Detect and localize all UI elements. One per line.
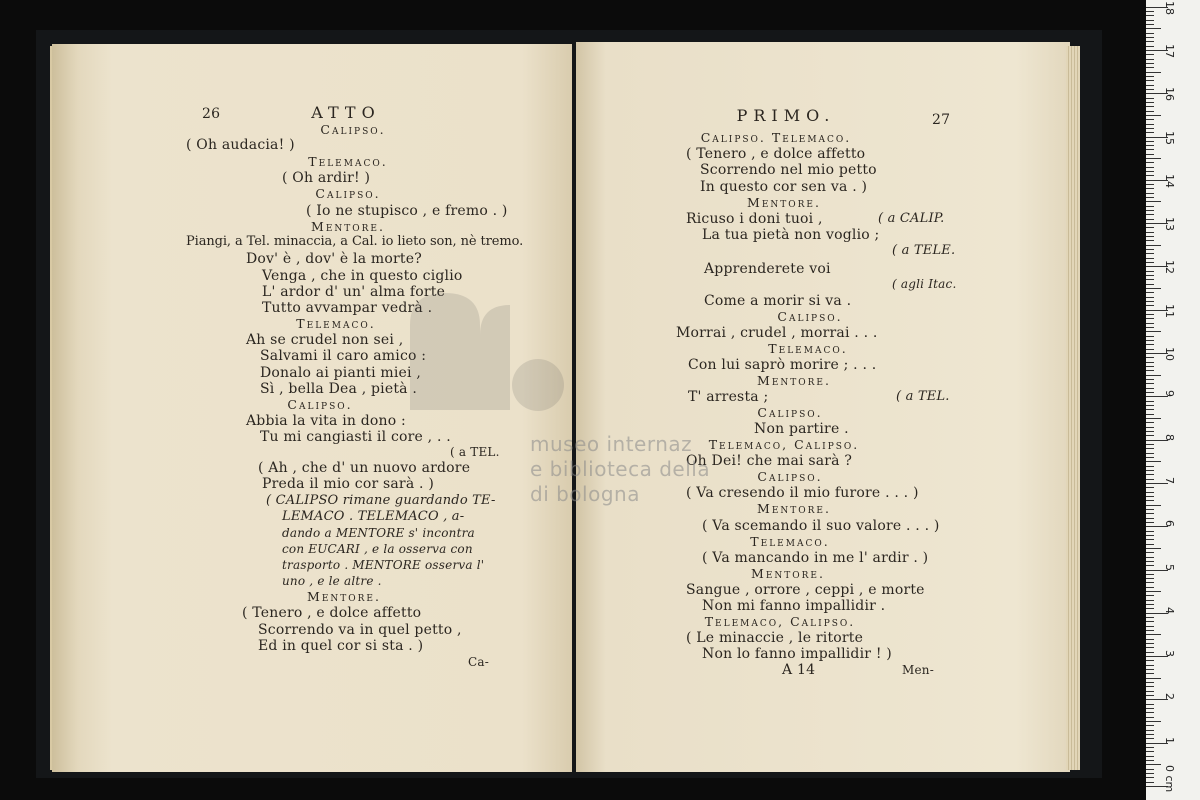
verse-line: Donalo ai pianti miei , (260, 365, 422, 381)
ruler-number: 17 (1163, 43, 1176, 58)
speaker: Telemaco, Calipso. (708, 437, 860, 452)
page-number-left: 26 (202, 106, 221, 122)
ruler-tick (1146, 418, 1161, 419)
ruler-unit-label: 0 cm (1163, 765, 1176, 793)
ruler-number: 14 (1163, 173, 1176, 188)
verse-line: Dov' è , dov' è la morte? (246, 251, 422, 267)
ruler-tick (1146, 643, 1154, 644)
ruler-tick (1146, 608, 1154, 609)
ruler-tick (1146, 85, 1154, 86)
ruler-tick (1146, 686, 1154, 687)
watermark-text: museo internaz (530, 432, 693, 456)
ruler-tick (1146, 318, 1154, 319)
verse-line: Ricuso i doni tuoi , (686, 211, 823, 227)
right-page (576, 42, 1070, 772)
verse-line: ( Io ne stupisco , e fremo . ) (306, 203, 508, 219)
verse-line: Tu mi cangiasti il core , . . (260, 429, 451, 445)
ruler-tick (1146, 756, 1154, 757)
ruler-tick (1146, 331, 1161, 332)
ruler-tick (1146, 33, 1154, 34)
stage-direction: ( agli Itac. (892, 277, 957, 291)
ruler-tick (1146, 587, 1154, 588)
verse-line: Salvami il caro amico : (260, 348, 427, 364)
ruler-tick (1146, 67, 1154, 68)
ruler-tick (1146, 487, 1154, 488)
speaker: Telemaco. (768, 341, 848, 356)
museum-logo-watermark (400, 285, 570, 415)
verse-line: Apprenderete voi (704, 261, 831, 277)
ruler-tick (1146, 392, 1154, 393)
ruler-number: 8 (1163, 433, 1176, 441)
ruler-tick (1146, 427, 1154, 428)
ruler-tick (1146, 340, 1154, 341)
verse-line: Con lui saprò morire ; . . . (688, 357, 877, 373)
verse-line: Preda il mio cor sarà . ) (262, 476, 434, 492)
ruler-tick (1146, 751, 1154, 752)
ruler-tick (1146, 401, 1154, 402)
ruler-tick (1146, 466, 1154, 467)
ruler-number: 9 (1163, 390, 1176, 398)
ruler-tick (1146, 379, 1154, 380)
verse-line: Morrai , crudel , morrai . . . (676, 325, 878, 341)
ruler-tick (1146, 496, 1154, 497)
ruler-tick (1146, 582, 1154, 583)
ruler-tick (1146, 284, 1154, 285)
ruler-tick (1146, 760, 1154, 761)
ruler-tick (1146, 124, 1154, 125)
ruler-tick (1146, 461, 1161, 462)
verse-line: ( Va cresendo il mio furore . . . ) (686, 485, 919, 501)
ruler-tick (1146, 405, 1154, 406)
ruler-number: 15 (1163, 130, 1176, 145)
ruler-tick (1146, 357, 1154, 358)
ruler-tick (1146, 275, 1154, 276)
ruler-tick (1146, 46, 1154, 47)
speaker: Mentore. (747, 195, 821, 210)
stage-direction: dando a MENTORE s' incontra (282, 526, 475, 540)
ruler-tick (1146, 201, 1161, 202)
ruler-tick (1146, 370, 1154, 371)
verse-line: ( Va scemando il suo valore . . . ) (702, 518, 940, 534)
ruler-tick (1146, 297, 1154, 298)
stage-direction: ( a TEL. (896, 389, 950, 404)
measurement-ruler (1146, 0, 1200, 800)
ruler-tick (1146, 41, 1154, 42)
ruler-tick (1146, 717, 1154, 718)
verse-line: Non mi fanno impallidir . (702, 598, 886, 614)
ruler-tick (1146, 414, 1154, 415)
verse-line: Sì , bella Dea , pietà . (260, 381, 418, 397)
ruler-tick (1146, 63, 1154, 64)
ruler-number: 2 (1163, 693, 1176, 701)
ruler-tick (1146, 557, 1154, 558)
verse-line: Scorrendo nel mio petto (700, 162, 877, 178)
ruler-tick (1146, 54, 1154, 55)
ruler-tick (1146, 210, 1154, 211)
speaker: Mentore. (757, 373, 831, 388)
ruler-tick (1146, 604, 1154, 605)
stage-direction: ( a CALIP. (878, 211, 945, 226)
ruler-tick (1146, 362, 1154, 363)
ruler-tick (1146, 505, 1161, 506)
speaker: Calipso. (777, 309, 843, 324)
verse-line: T' arresta ; (688, 389, 769, 405)
ruler-number: 13 (1163, 217, 1176, 232)
ruler-tick (1146, 479, 1154, 480)
ruler-tick (1146, 595, 1154, 596)
ruler-tick (1146, 457, 1154, 458)
ruler-tick (1146, 522, 1154, 523)
ruler-tick (1146, 721, 1161, 722)
speaker: Telemaco. (296, 316, 376, 331)
catchword-left: Ca- (468, 655, 489, 669)
ruler-number: 11 (1163, 303, 1176, 318)
ruler-number: 10 (1163, 347, 1176, 361)
speaker: Calipso. (757, 405, 823, 420)
ruler-tick (1146, 470, 1154, 471)
ruler-tick (1146, 738, 1154, 739)
ruler-tick (1146, 128, 1154, 129)
ruler-tick (1146, 175, 1154, 176)
verse-line: In questo cor sen va . ) (700, 179, 868, 195)
ruler-tick (1146, 249, 1154, 250)
ruler-tick (1146, 28, 1161, 29)
speaker: Calipso. (757, 469, 823, 484)
ruler-tick (1146, 531, 1154, 532)
ruler-tick (1146, 725, 1154, 726)
ruler-tick (1146, 535, 1154, 536)
ruler-tick (1146, 617, 1154, 618)
ruler-tick (1146, 634, 1161, 635)
running-head-right: PRIMO. (736, 106, 836, 125)
ruler-tick (1146, 301, 1154, 302)
ruler-tick (1146, 240, 1154, 241)
ruler-tick (1146, 431, 1154, 432)
verse-line: ( Va mancando in me l' ardir . ) (702, 550, 929, 566)
stage-direction: con EUCARI , e la osserva con (282, 542, 473, 556)
ruler-tick (1146, 141, 1154, 142)
verse-line: Abbia la vita in dono : (246, 413, 406, 429)
ruler-tick (1146, 777, 1154, 778)
stage-direction: ( CALIPSO rimane guardando TE- (266, 493, 496, 508)
ruler-tick (1146, 171, 1154, 172)
ruler-tick (1146, 552, 1154, 553)
ruler-tick (1146, 734, 1154, 735)
ruler-tick (1146, 349, 1154, 350)
ruler-tick (1146, 539, 1154, 540)
ruler-tick (1146, 236, 1154, 237)
ruler-tick (1146, 253, 1154, 254)
ruler-tick (1146, 89, 1154, 90)
ruler-tick (1146, 669, 1154, 670)
ruler-tick (1146, 574, 1154, 575)
speaker: Calipso. Telemaco. (700, 130, 852, 145)
ruler-tick (1146, 769, 1154, 770)
ruler-tick (1146, 184, 1154, 185)
verse-line: ( Le minaccie , le ritorte (686, 630, 864, 646)
ruler-tick (1146, 214, 1154, 215)
ruler-tick (1146, 206, 1154, 207)
verse-line: Scorrendo va in quel petto , (258, 622, 462, 638)
ruler-tick (1146, 678, 1161, 679)
ruler-tick (1146, 344, 1154, 345)
ruler-tick (1146, 119, 1154, 120)
ruler-tick (1146, 544, 1154, 545)
signature-mark: A 14 (782, 662, 816, 678)
ruler-number: 18 (1163, 0, 1176, 15)
ruler-number: 1 (1163, 736, 1176, 744)
ruler-tick (1146, 492, 1154, 493)
ruler-tick (1146, 37, 1154, 38)
ruler-tick (1146, 673, 1154, 674)
page-number-right: 27 (932, 112, 951, 128)
ruler-tick (1146, 219, 1154, 220)
ruler-tick (1146, 435, 1154, 436)
ruler-tick (1146, 500, 1154, 501)
ruler-tick (1146, 548, 1161, 549)
ruler-tick (1146, 24, 1154, 25)
stage-direction: uno , e le altre . (282, 574, 382, 588)
ruler-tick (1146, 80, 1154, 81)
right-page-stack-edge (1066, 46, 1080, 770)
ruler-tick (1146, 162, 1154, 163)
ruler-tick (1146, 375, 1161, 376)
ruler-tick (1146, 708, 1154, 709)
ruler-tick (1146, 639, 1154, 640)
ruler-tick (1146, 518, 1154, 519)
ruler-tick (1146, 591, 1161, 592)
verse-line: La tua pietà non voglio ; (702, 227, 880, 243)
watermark-text: e biblioteca della (530, 457, 711, 481)
speaker: Telemaco. (308, 154, 388, 169)
ruler-tick (1146, 98, 1154, 99)
ruler-tick (1146, 188, 1154, 189)
ruler-tick (1146, 682, 1154, 683)
ruler-tick (1146, 262, 1154, 263)
speaker: Calipso. (320, 122, 386, 137)
ruler-tick (1146, 509, 1154, 510)
ruler-number: 6 (1163, 520, 1176, 528)
ruler-tick (1146, 773, 1154, 774)
ruler-number: 4 (1163, 606, 1176, 614)
ruler-tick (1146, 444, 1154, 445)
speaker: Mentore. (751, 566, 825, 581)
ruler-tick (1146, 647, 1154, 648)
ruler-tick (1146, 245, 1161, 246)
ruler-tick (1146, 704, 1154, 705)
verse-line: Sangue , orrore , ceppi , e morte (686, 582, 925, 598)
speaker: Telemaco. (750, 534, 830, 549)
ruler-tick (1146, 149, 1154, 150)
ruler-tick (1146, 578, 1154, 579)
ruler-tick (1146, 652, 1154, 653)
stage-direction: trasporto . MENTORE osserva l' (282, 558, 485, 572)
ruler-number: 7 (1163, 476, 1176, 484)
verse-line: Ah se crudel non sei , (246, 332, 404, 348)
ruler-tick (1146, 288, 1161, 289)
speaker: Calipso. (287, 397, 353, 412)
catchword-right: Men- (902, 663, 934, 677)
running-head-left: ATTO (311, 103, 381, 122)
verse-line: Piangi, a Tel. minaccia, a Cal. io lieto son, nè tremo. (186, 234, 524, 249)
ruler-tick (1146, 691, 1154, 692)
ruler-tick (1146, 409, 1154, 410)
ruler-tick (1146, 323, 1154, 324)
ruler-tick (1146, 11, 1154, 12)
verse-line: Oh Dei! che mai sarà ? (686, 453, 853, 469)
ruler-tick (1146, 15, 1154, 16)
ruler-tick (1146, 730, 1154, 731)
stage-direction: ( a TELE. (892, 243, 956, 258)
verse-line: ( Ah , che d' un nuovo ardore (258, 460, 471, 476)
ruler-tick (1146, 366, 1154, 367)
ruler-tick (1146, 327, 1154, 328)
ruler-tick (1146, 106, 1154, 107)
ruler-tick (1146, 630, 1154, 631)
ruler-tick (1146, 158, 1161, 159)
speaker: Calipso. (315, 186, 381, 201)
ruler-tick (1146, 621, 1154, 622)
ruler-tick (1146, 422, 1154, 423)
stage-direction: ( a TEL. (450, 445, 500, 459)
verse-line: Non partire . (754, 421, 849, 437)
stage-direction: LEMACO . TELEMACO , a- (282, 509, 465, 524)
ruler-tick (1146, 782, 1154, 783)
ruler-tick (1146, 474, 1154, 475)
ruler-tick (1146, 102, 1154, 103)
ruler-tick (1146, 561, 1154, 562)
ruler-tick (1146, 383, 1154, 384)
ruler-tick (1146, 154, 1154, 155)
ruler-tick (1146, 314, 1154, 315)
ruler-tick (1146, 305, 1154, 306)
ruler-tick (1146, 712, 1154, 713)
verse-line: Venga , che in questo ciglio (262, 268, 463, 284)
ruler-tick (1146, 59, 1154, 60)
verse-line: ( Tenero , e dolce affetto (686, 146, 866, 162)
speaker: Mentore. (307, 589, 381, 604)
ruler-tick (1146, 258, 1154, 259)
verse-line: L' ardor d' un' alma forte (262, 284, 446, 300)
watermark-text: di bologna (530, 482, 640, 506)
ruler-tick (1146, 197, 1154, 198)
ruler-number: 3 (1163, 650, 1176, 658)
ruler-tick (1146, 764, 1161, 765)
verse-line: Ed in quel cor si sta . ) (258, 638, 424, 654)
ruler-tick (1146, 227, 1154, 228)
speaker: Telemaco, Calipso. (704, 614, 856, 629)
ruler-tick (1146, 111, 1154, 112)
ruler-tick (1146, 232, 1154, 233)
speaker: Mentore. (757, 501, 831, 516)
verse-line: ( Oh audacia! ) (186, 137, 295, 153)
ruler-tick (1146, 747, 1154, 748)
verse-line: Non lo fanno impallidir ! ) (702, 646, 892, 662)
ruler-tick (1146, 660, 1154, 661)
ruler-tick (1146, 271, 1154, 272)
ruler-tick (1146, 167, 1154, 168)
ruler-tick (1146, 626, 1154, 627)
verse-line: ( Oh ardir! ) (282, 170, 371, 186)
ruler-tick (1146, 453, 1154, 454)
ruler-tick (1146, 72, 1161, 73)
ruler-tick (1146, 448, 1154, 449)
ruler-tick (1146, 20, 1154, 21)
ruler-tick (1146, 76, 1154, 77)
verse-line: Tutto avvampar vedrà . (262, 300, 433, 316)
ruler-number: 12 (1163, 260, 1176, 275)
ruler-tick (1146, 132, 1154, 133)
ruler-tick (1146, 695, 1154, 696)
ruler-number: 16 (1163, 87, 1176, 102)
ruler-tick (1146, 600, 1154, 601)
ruler-tick (1146, 388, 1154, 389)
ruler-tick (1146, 193, 1154, 194)
ruler-tick (1146, 115, 1161, 116)
ruler-tick (1146, 279, 1154, 280)
verse-line: ( Tenero , e dolce affetto (242, 605, 422, 621)
ruler-tick (1146, 292, 1154, 293)
verse-line: Come a morir si va . (704, 293, 852, 309)
ruler-number: 5 (1163, 563, 1176, 571)
ruler-tick (1146, 145, 1154, 146)
ruler-tick (1146, 565, 1154, 566)
ruler-tick (1146, 665, 1154, 666)
ruler-tick (1146, 513, 1154, 514)
speaker: Mentore. (311, 219, 385, 234)
ruler-tick (1146, 336, 1154, 337)
